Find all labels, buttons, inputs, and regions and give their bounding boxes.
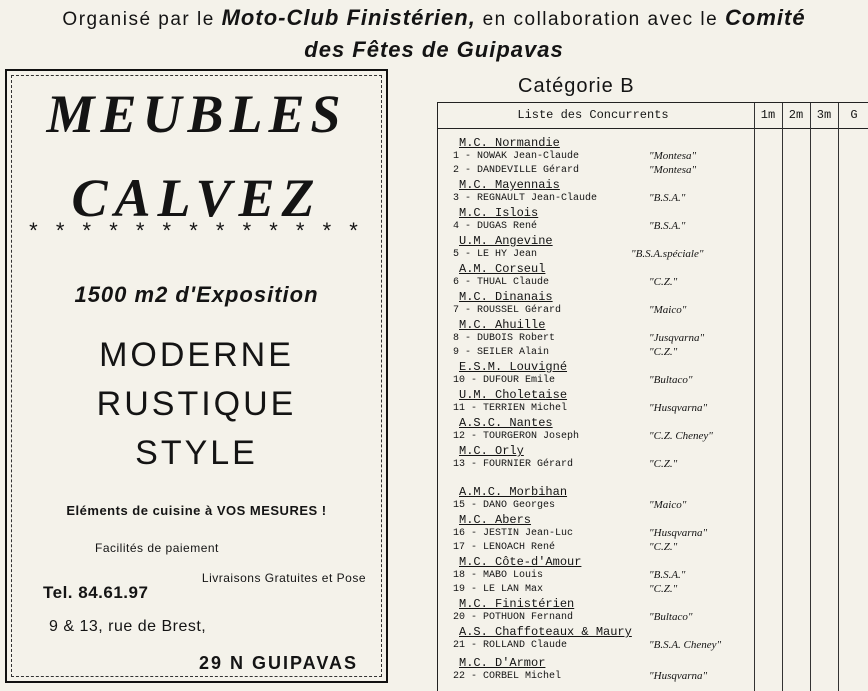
rider-name: 3 - REGNAULT Jean-Claude bbox=[453, 193, 598, 204]
advert-meubles-calvez bbox=[5, 69, 388, 683]
advert-cuisine: Eléments de cuisine à VOS MESURES ! bbox=[66, 503, 327, 518]
rider-name: 20 - POTHUON Fernand bbox=[453, 612, 574, 623]
rider-bike: "C.Z." bbox=[649, 458, 678, 470]
rider-name: 19 - LE LAN Max bbox=[453, 584, 544, 595]
table-header-row bbox=[438, 103, 868, 129]
club-name: M.C. Finistérien bbox=[459, 597, 575, 611]
organizer-line bbox=[0, 5, 868, 31]
club-name: M.C. Islois bbox=[459, 206, 539, 220]
advert-livraisons: Livraisons Gratuites et Pose bbox=[201, 571, 366, 585]
club-name: M.C. Dinanais bbox=[459, 290, 553, 304]
club-name: M.C. D'Armor bbox=[459, 656, 546, 670]
rider-bike: "Husqvarna" bbox=[649, 670, 708, 682]
rider-bike: "B.S.A." bbox=[649, 192, 686, 204]
rider-name: 6 - THUAL Claude bbox=[453, 277, 550, 288]
rider-name: 8 - DUBOIS Robert bbox=[453, 333, 556, 344]
col-header-3m: 3m bbox=[816, 108, 832, 122]
advert-stars: * * * * * * * * * * * * * bbox=[29, 218, 364, 243]
rider-name: 15 - DANO Georges bbox=[453, 500, 556, 511]
rider-name: 5 - LE HY Jean bbox=[453, 249, 538, 260]
organizer-middle: en collaboration avec le bbox=[482, 9, 719, 30]
rider-bike: "C.Z. Cheney" bbox=[649, 430, 713, 442]
advert-style-style: STYLE bbox=[135, 434, 258, 472]
column-divider bbox=[754, 103, 755, 691]
column-divider bbox=[782, 103, 783, 691]
advert-facilites: Facilités de paiement bbox=[95, 541, 219, 555]
rider-name: 12 - TOURGERON Joseph bbox=[453, 431, 580, 442]
rider-bike: "Maico" bbox=[649, 499, 687, 511]
rider-bike: "B.S.A.spéciale" bbox=[631, 248, 704, 260]
rider-name: 18 - MABO Louis bbox=[453, 570, 544, 581]
rider-name: 10 - DUFOUR Emile bbox=[453, 375, 556, 386]
advert-style-rustique: RUSTIQUE bbox=[96, 385, 297, 423]
rider-bike: "Bultaco" bbox=[649, 374, 693, 386]
rider-bike: "C.Z." bbox=[649, 276, 678, 288]
rider-name: 4 - DUGAS René bbox=[453, 221, 538, 232]
organizer-fetes: des Fêtes de Guipavas bbox=[304, 37, 564, 62]
rider-bike: "B.S.A." bbox=[649, 220, 686, 232]
rider-name: 2 - DANDEVILLE Gérard bbox=[453, 165, 580, 176]
column-divider bbox=[838, 103, 839, 691]
club-name: M.C. Ahuille bbox=[459, 318, 546, 332]
advert-address: 9 & 13, rue de Brest, bbox=[49, 618, 207, 635]
rider-name: 13 - FOURNIER Gérard bbox=[453, 459, 574, 470]
club-name: A.S.C. Nantes bbox=[459, 416, 553, 430]
rider-bike: "Husqvarna" bbox=[649, 527, 708, 539]
rider-bike: "Jusqvarna" bbox=[649, 332, 705, 344]
club-name: E.S.M. Louvigné bbox=[459, 360, 568, 374]
rider-name: 22 - CORBEL Michel bbox=[453, 671, 562, 682]
advert-city: 29 N GUIPAVAS bbox=[198, 653, 358, 673]
rider-name: 21 - ROLLAND Claude bbox=[453, 640, 568, 651]
club-name: M.C. Abers bbox=[459, 513, 532, 527]
club-name: A.M.C. Morbihan bbox=[459, 485, 568, 499]
rider-name: 1 - NOWAK Jean-Claude bbox=[453, 151, 580, 162]
rider-bike: "C.Z." bbox=[649, 541, 678, 553]
advert-brand-calvez: CALVEZ bbox=[71, 168, 322, 228]
rider-bike: "Maico" bbox=[649, 304, 687, 316]
rider-bike: "C.Z." bbox=[649, 583, 678, 595]
rider-name: 17 - LENOACH René bbox=[453, 542, 556, 553]
rider-name: 16 - JESTIN Jean-Luc bbox=[453, 528, 574, 539]
rider-name: 11 - TERRIEN Michel bbox=[453, 403, 568, 414]
rider-bike: "B.S.A." bbox=[649, 569, 686, 581]
advert-phone: Tel. 84.61.97 bbox=[43, 583, 149, 602]
advert-exposition: 1500 m2 d'Exposition bbox=[74, 282, 319, 307]
organizer-line-2 bbox=[0, 37, 868, 63]
rider-bike: "C.Z." bbox=[649, 346, 678, 358]
rider-bike: "Montesa" bbox=[649, 150, 697, 162]
rider-name: 7 - ROUSSEL Gérard bbox=[453, 305, 562, 316]
rider-name: 9 - SEILER Alain bbox=[453, 347, 550, 358]
rider-bike: "B.S.A. Cheney" bbox=[649, 639, 722, 651]
club-name: M.C. Mayennais bbox=[459, 178, 560, 192]
club-name: A.M. Corseul bbox=[459, 262, 546, 276]
rider-bike: "Husqvarna" bbox=[649, 402, 708, 414]
organizer-prefix: Organisé par le bbox=[62, 9, 215, 30]
advert-style-moderne: MODERNE bbox=[99, 336, 294, 374]
club-name: M.C. Normandie bbox=[459, 136, 560, 150]
advert-brand-meubles: MEUBLES bbox=[46, 84, 347, 144]
col-header-g: G bbox=[850, 108, 858, 122]
col-header-competitors: Liste des Concurrents bbox=[517, 108, 669, 122]
club-name: A.S. Chaffoteaux & Maury bbox=[459, 625, 632, 639]
organizer-comite: Comité bbox=[725, 5, 806, 30]
category-title: Catégorie B bbox=[518, 75, 635, 97]
col-header-1m: 1m bbox=[760, 108, 776, 122]
club-name: M.C. Orly bbox=[459, 444, 524, 458]
col-header-2m: 2m bbox=[788, 108, 804, 122]
column-divider bbox=[810, 103, 811, 691]
club-name: U.M. Angevine bbox=[459, 234, 553, 248]
club-name: M.C. Côte-d'Amour bbox=[459, 555, 582, 569]
rider-bike: "Montesa" bbox=[649, 164, 697, 176]
organizer-club: Moto-Club Finistérien, bbox=[221, 5, 476, 30]
club-name: U.M. Choletaise bbox=[459, 388, 568, 402]
rider-bike: "Bultaco" bbox=[649, 611, 693, 623]
